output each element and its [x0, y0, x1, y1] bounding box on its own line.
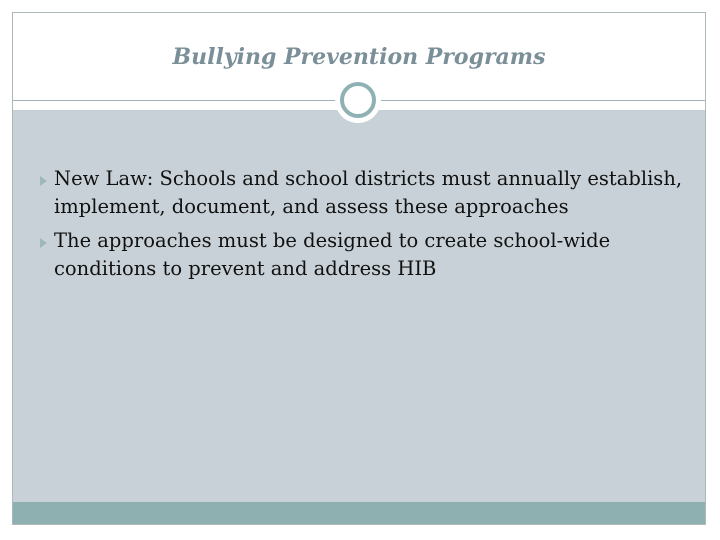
- bullet-arrow-icon: [40, 176, 47, 186]
- bullet-item: [40, 227, 700, 283]
- bottom-bar: [13, 502, 705, 524]
- circle-ring-icon: [340, 82, 376, 118]
- bullet-list: [40, 165, 700, 289]
- bullet-item: [40, 165, 700, 221]
- bullet-text: New Law: Schools and school districts must annually establish, implement, document, and assess these approaches: [54, 167, 683, 218]
- bullet-text: The approaches must be designed to create school-wide conditions to prevent and address HIB: [54, 229, 611, 280]
- slide-title: Bullying Prevention Programs: [172, 44, 546, 70]
- bullet-arrow-icon: [40, 238, 47, 248]
